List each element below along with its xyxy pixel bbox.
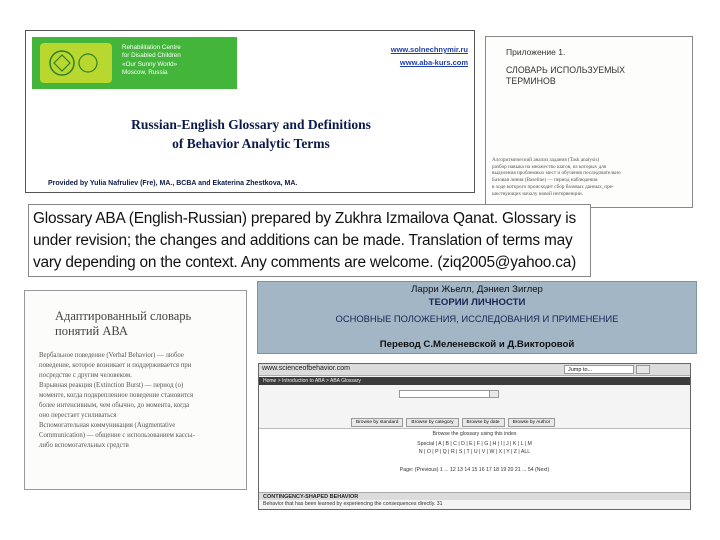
credit-line: Provided by Yulia Nafruliev (Fre), MA., BCBA and Ekaterina Zhestkova, MA. — [48, 180, 298, 187]
book-subtitle: ОСНОВНЫЕ ПОЛОЖЕНИЯ, ИССЛЕДОВАНИЯ И ПРИМЕНЕНИЕ — [335, 313, 619, 324]
dict-line: Вспомогательная коммуникация (Augmentative — [39, 422, 176, 429]
book-authors: Ларри Жьелл, Дэниел Зиглер — [411, 284, 543, 295]
glossary-aba-text: Glossary ABA (English-Russian) prepared by Zukhra Izmailova Qanat. Glossary is under revision; the changes and additions can be made. Translation of terms may vary depending on the context. Any comments are welcome. (ziq2005@yahoo.ca) — [33, 210, 577, 271]
glossary-aba-panel — [28, 204, 591, 277]
adapted-body — [39, 351, 244, 451]
term-definition: Behavior that has been learned by experiencing the consequences directly. 31 — [263, 501, 443, 507]
dict-line: Communication) — общение с использованием кассы- — [39, 432, 195, 439]
adapted-heading — [55, 309, 191, 339]
address-text[interactable]: www.scienceofbehavior.com — [262, 365, 350, 372]
dict-line: поведение, которое возникает и поддерживается при — [39, 362, 192, 369]
appendix-body — [492, 157, 688, 197]
tab-browse[interactable]: Browse by standard — [351, 418, 403, 427]
alphabet-index-row[interactable]: N | O | P | Q | R | S | T | U | V | W | X | Y | Z | ALL — [418, 449, 531, 455]
heading-line: Адаптированный словарь — [55, 309, 192, 323]
tab-browse[interactable]: Browse by date — [462, 418, 505, 427]
banner-text — [122, 44, 181, 78]
term-header — [259, 492, 690, 500]
alphabet-index-row[interactable]: Special | A | B | C | D | E | F | G | H | I | J | K | L | M — [417, 441, 532, 447]
glossary-cover-panel — [25, 30, 475, 193]
search-button[interactable] — [489, 390, 499, 398]
appendix-label: Приложение 1. — [506, 47, 566, 57]
dict-line: Взрывная реакция (Extinction Burst) — период (о) — [39, 382, 184, 389]
banner-line: Rehabilitation Centre — [122, 44, 181, 51]
browse-tabs — [351, 418, 555, 427]
scan-line: шествующих началу новой интервенции. — [492, 190, 583, 197]
adapted-dictionary-panel — [24, 290, 247, 490]
dict-line: более интенсивным, чем обычно, до момента, когда — [39, 402, 190, 409]
title-line: of Behavior Analytic Terms — [172, 136, 330, 151]
heading-line: понятий АВА — [55, 324, 128, 338]
website-screenshot-panel — [258, 363, 691, 510]
dict-line: Вербальное поведение (Verbal Behavior) — любое — [39, 352, 184, 359]
glossary-title — [116, 115, 386, 153]
url-list — [391, 43, 468, 69]
banner-line: «Our Sunny World» — [122, 60, 178, 68]
dict-line: либо вспомогательных средств — [39, 442, 129, 449]
breadcrumb[interactable]: Home > Introduction to ABA > ABA Glossary — [263, 378, 361, 384]
dict-line: оно перестает усиливаться — [39, 412, 117, 419]
tab-browse[interactable]: Browse by category — [406, 418, 458, 427]
scan-line: Алгоритмический анализ задания (Task analysis) — [492, 157, 600, 163]
address-bar — [259, 364, 690, 376]
title-line: Russian-English Glossary and Definitions — [131, 117, 371, 132]
pagination[interactable]: Page: (Previous) 1 ... 12 13 14 15 16 17 18 19 20 21 ... 54 (Next) — [399, 467, 550, 473]
term-title: CONTINGENCY-SHAPED BEHAVIOR — [263, 494, 359, 500]
url-link[interactable]: www.aba-kurs.com — [399, 58, 468, 67]
scan-line: выделения проблемных мест и обучения последовательно — [492, 170, 621, 177]
book-translation: Перевод С.Меленевской и Д.Викторовой — [379, 339, 575, 350]
jump-to-select[interactable]: Jump to... — [564, 365, 634, 374]
personality-theories-panel — [257, 281, 697, 354]
index-title: Browse the glossary using this index — [432, 431, 517, 437]
rehab-centre-banner — [32, 37, 237, 89]
sunny-world-logo — [40, 43, 112, 83]
glossary-index-section — [259, 428, 690, 494]
scan-line: Базовая линия (Baseline) — период наблюдения — [492, 177, 598, 184]
dict-line: моменте, когда подкрепленное поведение становится — [39, 392, 194, 399]
url-link[interactable]: www.solnechnymir.ru — [390, 45, 468, 54]
banner-line: Moscow, Russia — [122, 69, 168, 77]
breadcrumb-bar — [259, 377, 690, 385]
appendix-panel — [485, 36, 693, 208]
book-title: ТЕОРИИ ЛИЧНОСТИ — [428, 297, 526, 308]
tab-browse[interactable]: Browse by Author — [508, 418, 556, 427]
banner-line: for Disabled Children — [122, 52, 181, 60]
search-input[interactable] — [399, 390, 494, 398]
dict-line: посредстве с другим человеком. — [39, 372, 132, 379]
scan-line: разбор навыка на множество шагов, из которых для — [492, 163, 607, 170]
jump-go-button[interactable] — [636, 365, 650, 374]
scan-line: в ходе которого происходит сбор базовых данных, пре- — [492, 183, 614, 190]
appendix-title: СЛОВАРЬ ИСПОЛЬЗУЕМЫХ ТЕРМИНОВ — [506, 65, 626, 86]
